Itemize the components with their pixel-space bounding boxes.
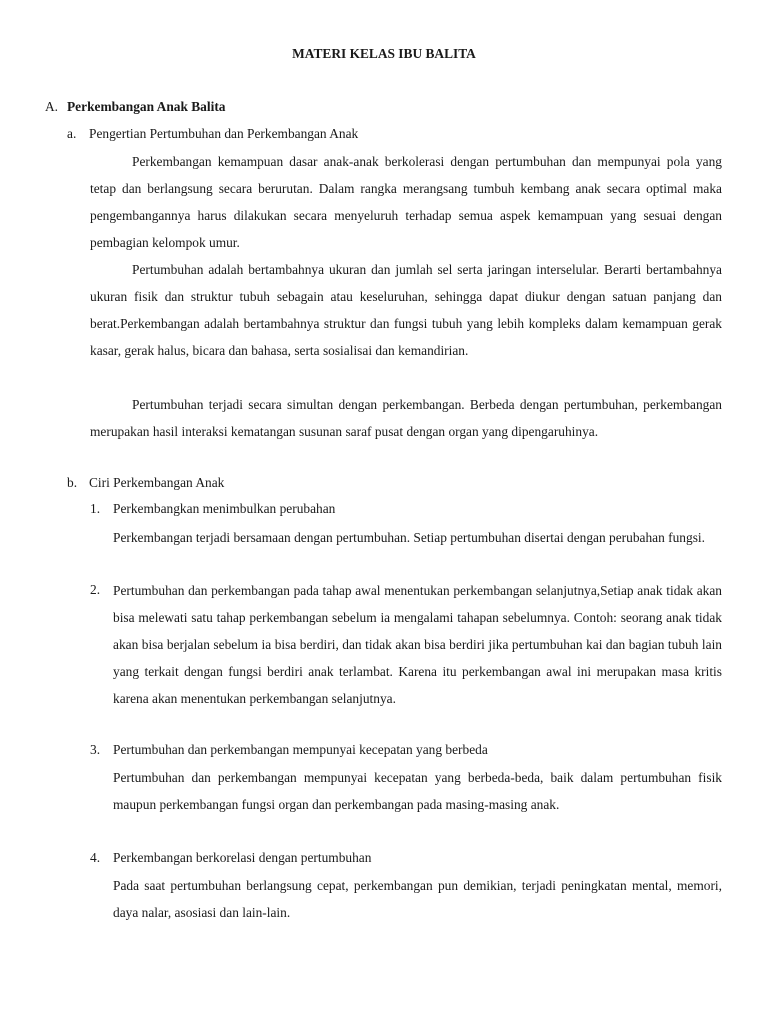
section-label: A. (45, 99, 59, 114)
subsection-heading-a (67, 126, 358, 142)
section-heading-a (45, 99, 225, 115)
subsection-title: Ciri Perkembangan Anak (89, 475, 225, 490)
list-heading: Perkembangkan menimbulkan perubahan (113, 501, 336, 516)
subsection-label: a. (67, 126, 77, 141)
list-item-1-heading (90, 501, 335, 517)
list-number: 2. (90, 582, 101, 597)
list-number: 4. (90, 850, 101, 865)
list-number: 1. (90, 501, 101, 516)
list-item-4-heading (90, 850, 371, 866)
list-item-3-body: Pertumbuhan dan perkembangan mempunyai kecepatan yang berbeda-beda, baik dalam pertumbuhan fisik maupun perkembangan fungsi organ dan perkembangan pada masing-masing anak. (113, 770, 722, 812)
subsection-label: b. (67, 475, 78, 490)
list-number: 3. (90, 742, 101, 757)
subsection-title: Pengertian Pertumbuhan dan Perkembangan Anak (89, 126, 359, 141)
list-heading: Perkembangan berkorelasi dengan pertumbuhan (113, 850, 372, 865)
subsection-heading-b (67, 475, 224, 491)
list-item-4-body: Pada saat pertumbuhan berlangsung cepat, perkembangan pun demikian, terjadi peningkatan mental, memori, daya nalar, asosiasi dan lain-lain. (113, 878, 722, 920)
paragraph-3: Pertumbuhan terjadi secara simultan dengan perkembangan. Berbeda dengan pertumbuhan, perkembangan merupakan hasil interaksi kematangan susunan saraf pusat dengan organ yang dipengaruhinya. (90, 397, 722, 439)
list-item-3-heading (90, 742, 488, 758)
list-item-1-body: Perkembangan terjadi bersamaan dengan pertumbuhan. Setiap pertumbuhan disertai dengan perubahan fungsi. (113, 530, 705, 545)
list-item-2-number (90, 582, 113, 598)
section-title: Perkembangan Anak Balita (67, 99, 226, 114)
paragraph-1: Perkembangan kemampuan dasar anak-anak berkolerasi dengan pertumbuhan dan mempunyai pola yang tetap dan berlangsung secara berurutan. Dalam rangka merangsang tumbuh kembang anak secara optimal maka pengembangannya harus dilakukan secara menyeluruh terhadap semua aspek kemampuan yang sesuai dengan pembagian kelompok umur. (90, 154, 722, 250)
list-heading: Pertumbuhan dan perkembangan mempunyai kecepatan yang berbeda (113, 742, 488, 757)
document-title: MATERI KELAS IBU BALITA (292, 46, 476, 61)
list-item-2-text: Pertumbuhan dan perkembangan pada tahap awal menentukan perkembangan selanjutnya,Setiap anak tidak akan bisa melewati satu tahap perkembangan sebelum ia mengalami tahapan sebelumnya. Contoh: seorang anak tidak akan bisa berjalan sebelum ia bisa berdiri, dan tidak akan bisa berdiri jika pertumbuhan kai dan bagian tubuh lain yang terkait dengan fungsi berdiri anak terlambat. Karena itu perkembangan awal ini merupakan masa kritis karena akan menentukan perkembangan selanjutnya. (113, 583, 722, 706)
paragraph-2: Pertumbuhan adalah bertambahnya ukuran dan jumlah sel serta jaringan interselular. Berarti bertambahnya ukuran fisik dan struktur tubuh sebagain atau keseluruhan, sehingga dapat diukur dengan satuan panjang dan berat.Perkembangan adalah bertambahnya struktur dan fungsi tubuh yang lebih kompleks dalam kemampuan gerak kasar, gerak halus, bicara dan bahasa, serta sosialisai dan kemandirian. (90, 262, 722, 358)
